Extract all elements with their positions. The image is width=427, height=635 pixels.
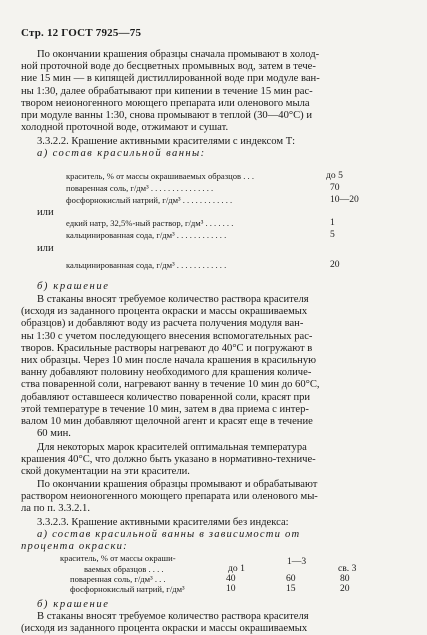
table-header-dye-amount: краситель, % от массы окраши- (60, 553, 176, 563)
text-line: В стаканы вносят требуемое количество раствора красителя (37, 294, 309, 305)
table-col-header: 1—3 (287, 556, 307, 567)
text-line: ванну добавляют половину необходимого для крашения количе- (21, 367, 312, 379)
text-line: ние 15 мин — в кипящей дистиллированной воде при модуле ван- (21, 73, 320, 85)
recipe-row-value: 20 (330, 259, 340, 270)
table-row-label: фосфорнокислый натрий, г/дм³ (70, 584, 185, 594)
text-line: валом 10 мин добавляют щелочной агент и красят еще в течение (21, 416, 313, 428)
text-line: Для некоторых марок красителей оптимальная температура (37, 442, 307, 453)
table-cell: 20 (340, 583, 350, 594)
text-line: (исходя из заданного процента окраски и массы окрашиваемых (21, 623, 308, 635)
recipe-row-value: 10—20 (330, 194, 359, 205)
recipe-row-label: кальцинированная сода, г/дм³ . . . . . . . . . . . . (66, 230, 227, 240)
recipe-row-value: до 5 (326, 170, 343, 181)
paragraph-dyeing-procedure-2 (21, 611, 411, 635)
table-cell: 10 (226, 583, 236, 594)
alternative-word: или (37, 207, 54, 218)
text-line: холодной проточной воде, отжимают и сушат. (21, 122, 229, 134)
text-line: ной проточной воде до бесцветных промывных вод, затем в тече- (21, 61, 316, 73)
subheading-dyeing-2: б) крашение (37, 599, 110, 610)
recipe-row-label: кальцинированная сода, г/дм³ . . . . . . . . . . . . (66, 260, 227, 270)
subheading-bath-composition-cont: процента окраски: (21, 541, 128, 552)
text-line: раствором неионогенного моющего препарата или оленового мы- (21, 491, 318, 503)
text-line: ла по п. 3.3.2.1. (21, 503, 90, 515)
table-col-header: св. 3 (338, 563, 357, 574)
table-row-label: поваренная соль, г/дм³ . . . (70, 574, 166, 584)
text-line: при модуле ванны 1:30, снова промывают в теплой (30—40°С) и (21, 110, 313, 122)
text-line: По окончании крашения образцы промывают и обрабатывают (37, 479, 318, 490)
table-col-header: до 1 (228, 563, 245, 574)
recipe-row-label: краситель, % от массы окрашиваемых образцов . . . (66, 171, 254, 181)
text-line: ской документации на эти красители. (21, 466, 190, 478)
subheading-bath-composition: а) состав красильной ванны: (37, 148, 206, 159)
paragraph-after-dyeing (21, 479, 411, 516)
text-line: творов. Красильные растворы нагревают до 40°С и погружают в (21, 342, 313, 354)
paragraph-dyeing-procedure (21, 294, 411, 440)
text-line: крашения 40°С, что должно быть указано в нормативно-техниче- (21, 454, 316, 466)
table-cell: 60 (286, 573, 296, 584)
text-line: добавляют оставшееся количество поваренной соли, красят при (21, 391, 311, 403)
table-cell: 80 (340, 573, 350, 584)
text-line: ны 1:30, далее обрабатывают при кипении в течение 15 мин рас- (21, 85, 313, 97)
table-cell: 15 (286, 583, 296, 594)
text-line: В стаканы вносят требуемое количество раствора красителя (37, 611, 309, 622)
recipe-row-value: 70 (330, 182, 340, 193)
text-line: них образцы. Через 10 мин после начала крашения в красильную (21, 355, 317, 367)
section-heading-3-3-2-2: 3.3.2.2. Крашение активными красителями с индексом Т: (37, 136, 296, 147)
text-line: По окончании крашения образцы сначала промывают в холод- (37, 49, 320, 60)
recipe-row-value: 5 (330, 229, 335, 240)
recipe-row-value: 1 (330, 217, 335, 228)
text-line: ства поваренной соли, нагревают ванну в течение 10 мин до 60°С, (21, 379, 320, 391)
text-line: образцов) и добавляют воду из расчета получения модуля ван- (21, 318, 304, 330)
text-line: (исходя из заданного процента окраски и массы окрашиваемых (21, 306, 308, 318)
text-line: этой температуре в течение 10 мин, затем в два приема с интер- (21, 403, 309, 415)
text-line: ны 1:30 с учетом последующего внесения вспомогательных рас- (21, 330, 313, 342)
recipe-row-label: фосфорнокислый натрий, г/дм³ . . . . . . . . . . . . (66, 195, 233, 205)
subheading-dyeing: б) крашение (37, 281, 110, 292)
alternative-word: или (37, 243, 54, 254)
text-line: 60 мин. (37, 428, 71, 440)
page-header: Стр. 12 ГОСТ 7925—75 (21, 27, 142, 39)
recipe-row-label: поваренная соль, г/дм³ . . . . . . . . . . . . . . . (66, 183, 214, 193)
paragraph-temperature-note (21, 442, 411, 479)
table-header-dye-amount-cont: ваемых образцов . . . . (84, 564, 164, 574)
table-cell: 40 (226, 573, 236, 584)
subheading-bath-composition-depending: а) состав красильной ванны в зависимости от (37, 529, 301, 540)
paragraph-washing (21, 49, 411, 134)
recipe-row-label: едкий натр, 32,5%-ный раствор, г/дм³ . . . . . . . (66, 218, 234, 228)
text-line: твором неионогенного моющего препарата или оленового мыла (21, 97, 310, 109)
section-heading-3-3-2-3: 3.3.2.3. Крашение активными красителями без индекса: (37, 517, 289, 528)
